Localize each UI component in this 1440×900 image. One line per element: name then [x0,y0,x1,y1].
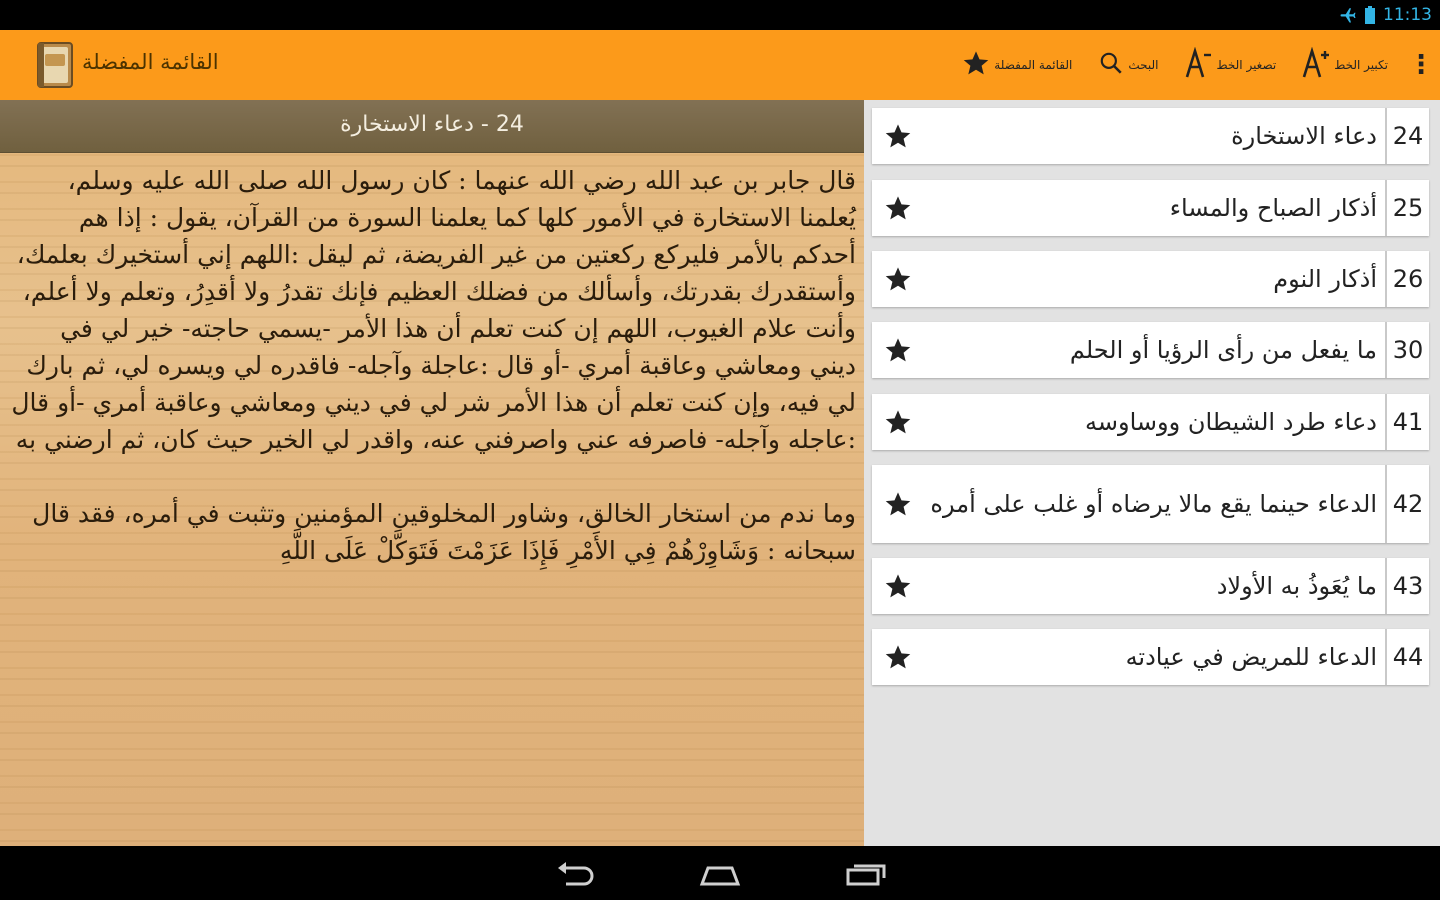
favorite-item-title: أذكار النوم [1273,265,1377,293]
detail-pane [0,100,864,846]
favorite-item[interactable] [872,394,1429,450]
status-icons [1339,4,1432,26]
star-icon[interactable] [884,572,912,600]
favorites-action-label: القائمة المفضلة [994,58,1073,72]
status-bar [0,0,1440,30]
favorite-item[interactable] [872,251,1429,307]
star-icon[interactable] [884,408,912,436]
favorite-item-title: ما يُعَوذُ به الأولاد [1216,572,1377,600]
back-icon [554,873,598,892]
detail-header [0,100,864,153]
home-icon [698,873,742,892]
favorite-item-number: 41 [1385,394,1429,450]
favorites-list[interactable] [864,100,1440,846]
favorite-item[interactable] [872,108,1429,164]
search-action[interactable] [1098,50,1158,80]
favorite-item[interactable] [872,465,1429,543]
search-action-label: البحث [1128,58,1159,72]
favorite-item-title: دعاء الاستخارة [1231,122,1377,150]
font-increase-action[interactable] [1302,47,1388,83]
back-button[interactable] [554,858,598,888]
detail-paragraph: قال جابر بن عبد الله رضي الله عنهما : كان رسول الله صلى الله عليه وسلم، يُعلمنا الاستخارة في الأمور كلها كما يعلمنا السورة من القرآن، يقول : إذا هم أحدكم بالأمر فليركع ركعتين من غير الفريضة، ثم ليقل :اللهم إني أستخيرك بعلمك، وأستقدرك بقدرتك، وأسألك من فضلك العظيم فإنك تقدرُ ولا أقدِرُ، وتعلم ولا أعلم، وأنت علام الغيوب، اللهم إن كنت تعلم أن هذا الأمر -يسمي حاجته- خير لي في ديني ومعاشي وعاقبة أمري -أو قال :عاجلة وآجله- فاقدره لي ويسره لي، ثم بارك لي فيه، وإن كنت تعلم أن هذا الأمر شر لي في ديني ومعاشي وعاقبة أمري -أو قال :عاجله وآجله- فاصرفه عني واصرفني عنه، واقدر لي الخير حيث كان، ثم ارضني به [11,166,856,454]
star-icon[interactable] [884,336,912,364]
star-icon [962,49,990,81]
favorite-item[interactable] [872,629,1429,685]
favorite-item[interactable] [872,322,1429,378]
overflow-menu-icon[interactable]: ⋮ [1408,50,1434,80]
action-bar-actions [962,30,1434,100]
font-decrease-action[interactable] [1185,47,1277,83]
favorite-item-title: دعاء طرد الشيطان ووساوسه [1085,408,1377,436]
font-increase-icon [1302,47,1330,83]
favorite-item-number: 30 [1385,322,1429,378]
favorite-item-number: 44 [1385,629,1429,685]
favorite-item-title: الدعاء للمريض في عيادته [1125,643,1377,671]
favorite-item[interactable] [872,180,1429,236]
favorite-item-title: أذكار الصباح والمساء [1169,194,1377,222]
app-book-icon[interactable] [34,40,76,90]
action-bar [0,30,1440,100]
favorite-item-number: 24 [1385,108,1429,164]
battery-icon [1365,6,1375,24]
font-decrease-action-label: تصغير الخط [1216,58,1277,72]
star-icon[interactable] [884,194,912,222]
star-icon[interactable] [884,265,912,293]
favorite-item-number: 43 [1385,558,1429,614]
favorite-item-title: الدعاء حينما يقع مالا يرضاه أو غلب على أمره [930,490,1377,518]
font-increase-action-label: تكبير الخط [1334,58,1388,72]
app-title: القائمة المفضلة [82,50,219,74]
star-icon[interactable] [884,490,912,518]
detail-title: 24 - دعاء الاستخارة [340,112,524,137]
star-icon[interactable] [884,643,912,671]
recent-apps-button[interactable] [844,858,888,888]
favorite-item-number: 42 [1385,465,1429,543]
detail-paragraph: وما ندم من استخار الخالق، وشاور المخلوقين المؤمنين وتثبت في أمره، فقد قال سبحانه : وَشَاوِرْهُمْ فِي الأَمْرِ فَإِذَا عَزَمْتَ فَتَوَكَّلْ عَلَى اللَّهِ [32,499,856,565]
favorite-item[interactable] [872,558,1429,614]
favorite-item-number: 25 [1385,180,1429,236]
search-icon [1098,50,1124,80]
home-button[interactable] [698,858,742,888]
favorite-item-title: ما يفعل من رأى الرؤيا أو الحلم [1069,336,1377,364]
font-decrease-icon [1185,47,1213,83]
navigation-bar [0,846,1440,900]
recent-apps-icon [844,873,888,892]
detail-body[interactable] [8,162,856,569]
clock-text: 11:13 [1383,5,1432,25]
favorite-item-number: 26 [1385,251,1429,307]
airplane-mode-icon [1339,6,1357,24]
favorites-action[interactable] [962,49,1072,81]
star-icon[interactable] [884,122,912,150]
